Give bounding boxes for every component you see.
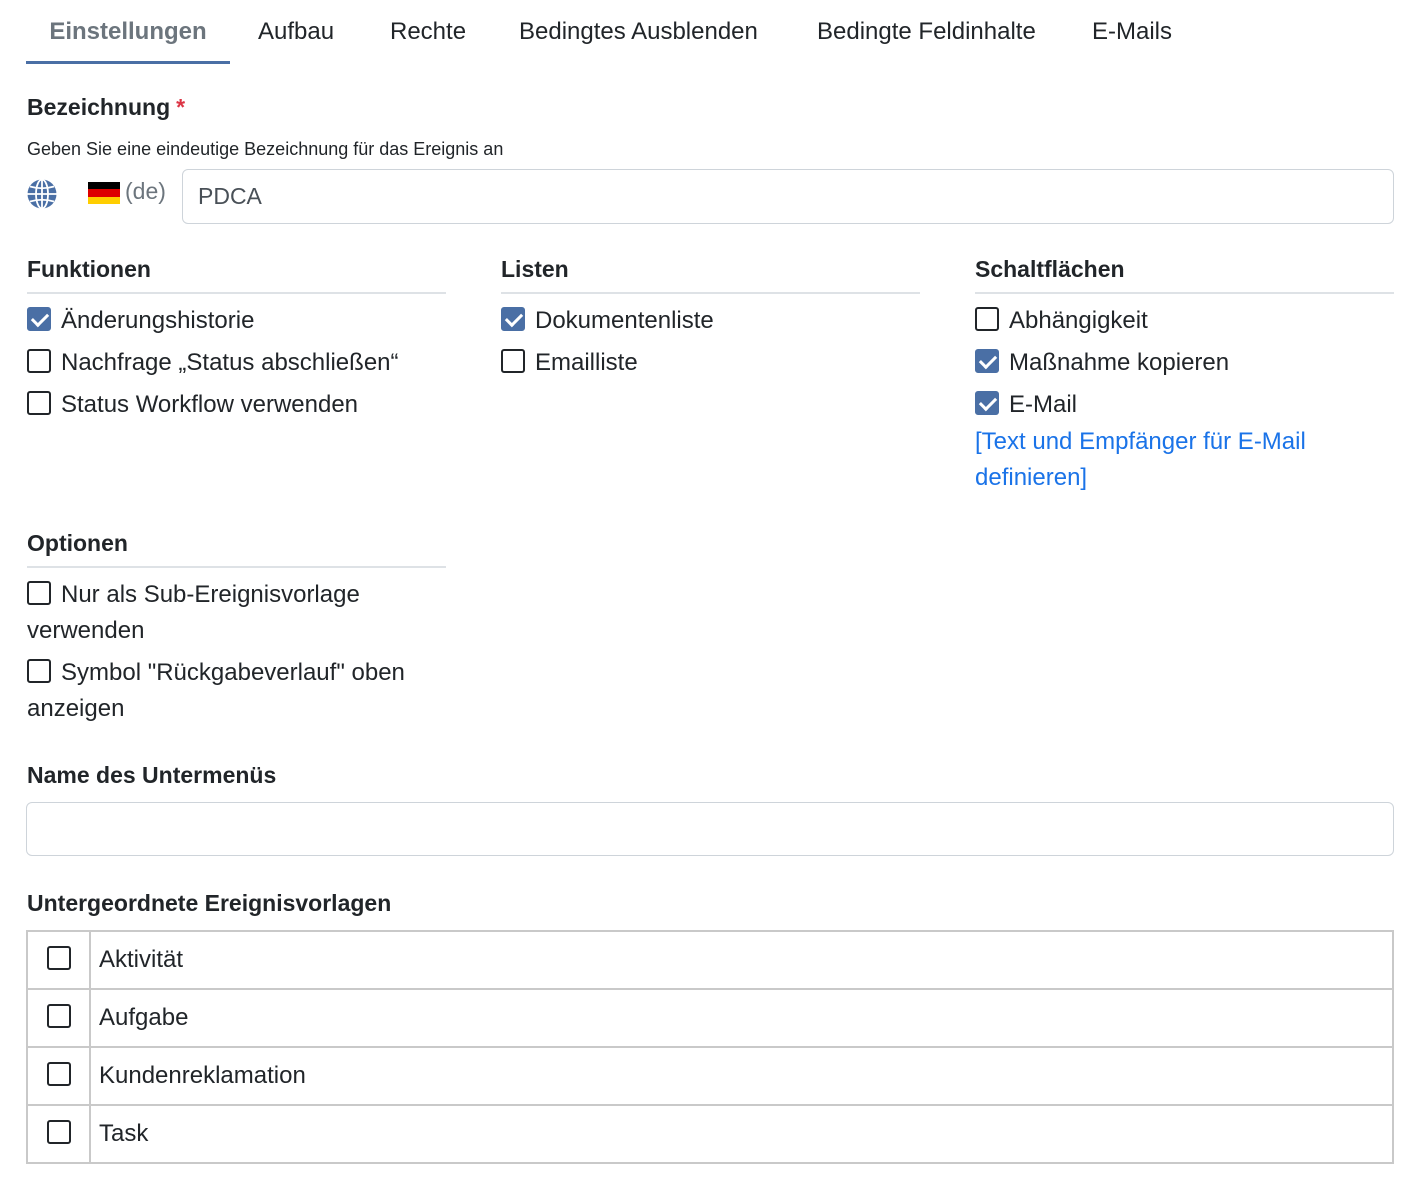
checkbox-nachfrage-status[interactable] <box>27 345 399 381</box>
bezeichnung-label-text: Bezeichnung <box>27 94 171 120</box>
row-checkbox[interactable] <box>47 1004 71 1028</box>
listen-section-header <box>501 256 920 294</box>
checkbox-checked[interactable] <box>975 349 999 373</box>
bezeichnung-input[interactable] <box>182 169 1394 224</box>
table-cell-checkbox <box>27 1047 90 1105</box>
tab-bedingtes-ausblenden[interactable]: Bedingtes Ausblenden <box>519 18 758 45</box>
untergeordnete-table <box>26 930 1394 1164</box>
tab-bedingte-feldinhalte[interactable]: Bedingte Feldinhalte <box>817 18 1036 45</box>
german-flag-icon <box>88 182 120 204</box>
bezeichnung-help-text: Geben Sie eine eindeutige Bezeichnung für das Ereignis an <box>27 139 504 159</box>
optionen-section-header <box>27 530 446 568</box>
funktionen-section-header <box>27 256 446 294</box>
checkbox-label: Dokumentenliste <box>535 307 714 334</box>
optionen-title: Optionen <box>27 530 128 556</box>
tab-aufbau[interactable]: Aufbau <box>258 18 335 45</box>
checkbox-unchecked[interactable] <box>27 349 51 373</box>
table-row <box>27 1047 1393 1105</box>
checkbox-label: Status Workflow verwenden <box>61 391 359 418</box>
checkbox-aenderungshistorie[interactable] <box>27 303 254 339</box>
table-cell-checkbox <box>27 931 90 989</box>
checkbox-label: Nur als Sub-Ereignisvorlage verwenden <box>27 581 360 644</box>
globe-icon[interactable] <box>26 178 58 210</box>
table-row <box>27 989 1393 1047</box>
checkbox-symbol-rueckgabeverlauf[interactable] <box>27 655 427 727</box>
checkbox-unchecked[interactable] <box>27 659 51 683</box>
row-checkbox[interactable] <box>47 946 71 970</box>
checkbox-label: Symbol "Rückgabeverlauf" oben anzeigen <box>27 659 405 722</box>
table-row <box>27 931 1393 989</box>
tab-rechte[interactable]: Rechte <box>390 18 467 45</box>
table-cell-checkbox <box>27 989 90 1047</box>
funktionen-title: Funktionen <box>27 256 151 282</box>
checkbox-unchecked[interactable] <box>27 391 51 415</box>
checkbox-massnahme-kopieren[interactable] <box>975 345 1229 381</box>
table-cell-name: Task <box>90 1105 1393 1163</box>
untergeordnete-title: Untergeordnete Ereignisvorlagen <box>27 890 392 916</box>
checkbox-label: E-Mail <box>1009 391 1078 418</box>
row-checkbox[interactable] <box>47 1062 71 1086</box>
checkbox-emailliste[interactable] <box>501 345 638 381</box>
schaltflaechen-title: Schaltflächen <box>975 256 1125 282</box>
checkbox-label: Emailliste <box>535 349 638 376</box>
email-define-link[interactable]: [Text und Empfänger für E-Mail definieren] <box>975 428 1306 491</box>
checkbox-dokumentenliste[interactable] <box>501 303 714 339</box>
checkbox-status-workflow[interactable] <box>27 387 358 423</box>
checkbox-label: Änderungshistorie <box>61 307 255 334</box>
bezeichnung-label <box>27 94 185 121</box>
checkbox-abhaengigkeit[interactable] <box>975 303 1148 339</box>
table-cell-name: Kundenreklamation <box>90 1047 1393 1105</box>
tab-bar <box>26 0 1394 64</box>
checkbox-checked[interactable] <box>975 391 999 415</box>
schaltflaechen-section-header <box>975 256 1394 294</box>
checkbox-checked[interactable] <box>501 307 525 331</box>
required-marker: * <box>176 94 186 120</box>
checkbox-checked[interactable] <box>27 307 51 331</box>
checkbox-label: Maßnahme kopieren <box>1009 349 1230 376</box>
untermenue-input[interactable] <box>26 802 1394 856</box>
checkbox-unchecked[interactable] <box>501 349 525 373</box>
untermenue-label: Name des Untermenüs <box>27 762 277 788</box>
checkbox-unchecked[interactable] <box>27 581 51 605</box>
checkbox-label: Nachfrage „Status abschließen“ <box>61 349 399 376</box>
checkbox-nur-sub-ereignisvorlage[interactable] <box>27 577 427 649</box>
tab-e-mails[interactable]: E-Mails <box>1092 18 1173 45</box>
table-row <box>27 1105 1393 1163</box>
table-cell-name: Aufgabe <box>90 989 1393 1047</box>
checkbox-label: Abhängigkeit <box>1009 307 1148 334</box>
table-cell-checkbox <box>27 1105 90 1163</box>
table-cell-name: Aktivität <box>90 931 1393 989</box>
checkbox-e-mail[interactable] <box>975 387 1077 423</box>
checkbox-unchecked[interactable] <box>975 307 999 331</box>
row-checkbox[interactable] <box>47 1120 71 1144</box>
tab-einstellungen[interactable]: Einstellungen <box>26 0 230 64</box>
language-code: (de) <box>125 178 166 204</box>
listen-title: Listen <box>501 256 569 282</box>
